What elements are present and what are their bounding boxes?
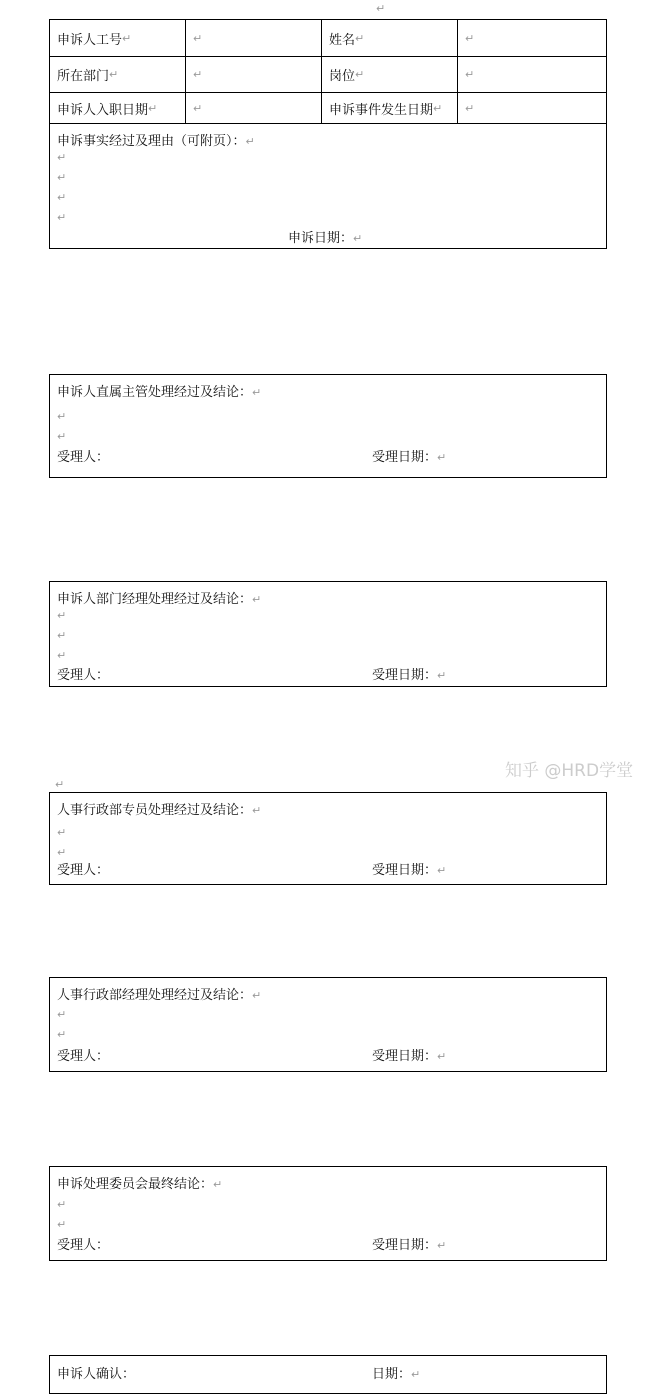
- hr-specialist-title: 人事行政部专员处理经过及结论：: [57, 803, 253, 818]
- paragraph-mark: ↵: [193, 31, 203, 45]
- info-row-dates: [49, 92, 607, 124]
- paragraph-mark: ↵: [355, 68, 365, 81]
- paragraph-mark: ↵: [57, 1008, 67, 1021]
- paragraph-mark: ↵: [57, 410, 67, 423]
- receiver-label: 受理人：: [57, 450, 110, 465]
- committee-section[interactable]: [49, 1166, 607, 1261]
- employee-id-label: 申诉人工号: [57, 32, 123, 48]
- confirm-date-label: 日期：: [372, 1367, 412, 1382]
- label-cell: [50, 57, 186, 92]
- paragraph-mark: ↵: [437, 1050, 447, 1063]
- info-row-department: [49, 56, 607, 93]
- dept-manager-title: 申诉人部门经理处理经过及结论：: [57, 592, 253, 607]
- paragraph-mark: ↵: [57, 1218, 67, 1231]
- facts-title: 申诉事实经过及理由（可附页）：: [57, 134, 246, 149]
- paragraph-mark: ↵: [57, 191, 67, 204]
- paragraph-mark: ↵: [465, 31, 475, 45]
- receive-date-label: 受理日期：: [372, 863, 438, 878]
- receive-date-label: 受理日期：: [372, 1049, 438, 1064]
- hire-date-value-cell[interactable]: [186, 93, 322, 123]
- hire-date-label: 申诉人入职日期: [57, 102, 149, 118]
- paragraph-mark: ↵: [465, 101, 475, 115]
- paragraph-mark: ↵: [376, 2, 386, 15]
- paragraph-mark: ↵: [252, 989, 262, 1002]
- label-cell: [322, 93, 458, 123]
- hr-manager-section[interactable]: [49, 977, 607, 1072]
- paragraph-mark: ↵: [353, 232, 363, 245]
- department-label: 所在部门: [57, 69, 110, 84]
- receiver-label: 受理人：: [57, 668, 110, 683]
- paragraph-mark: ↵: [437, 864, 447, 877]
- paragraph-mark: ↵: [57, 1198, 67, 1211]
- committee-title: 申诉处理委员会最终结论：: [57, 1177, 214, 1192]
- label-cell: [322, 57, 458, 92]
- position-value-cell[interactable]: [458, 57, 606, 92]
- supervisor-title: 申诉人直属主管处理经过及结论：: [57, 385, 253, 400]
- paragraph-mark: ↵: [437, 1239, 447, 1252]
- facts-section[interactable]: [49, 123, 607, 249]
- supervisor-section[interactable]: [49, 374, 607, 478]
- paragraph-mark: ↵: [193, 101, 203, 115]
- paragraph-mark: ↵: [57, 826, 67, 839]
- paragraph-mark: ↵: [57, 171, 67, 184]
- receiver-label: 受理人：: [57, 863, 110, 878]
- incident-date-label: 申诉事件发生日期: [329, 102, 434, 118]
- paragraph-mark: ↵: [355, 31, 365, 45]
- label-cell: [50, 93, 186, 123]
- receive-date-label: 受理日期：: [372, 1238, 438, 1253]
- paragraph-mark: ↵: [437, 451, 447, 464]
- paragraph-mark: ↵: [252, 386, 262, 399]
- paragraph-mark: ↵: [57, 609, 67, 622]
- hr-specialist-section[interactable]: [49, 792, 607, 885]
- dept-manager-section[interactable]: [49, 581, 607, 687]
- paragraph-mark: ↵: [57, 846, 67, 859]
- paragraph-mark: ↵: [148, 101, 158, 115]
- paragraph-mark: ↵: [437, 669, 447, 682]
- paragraph-mark: ↵: [57, 649, 67, 662]
- name-value-cell[interactable]: [458, 20, 606, 56]
- receiver-label: 受理人：: [57, 1238, 110, 1253]
- paragraph-mark: ↵: [193, 68, 203, 81]
- receiver-label: 受理人：: [57, 1049, 110, 1064]
- position-label: 岗位: [329, 69, 356, 84]
- receive-date-label: 受理日期：: [372, 668, 438, 683]
- label-cell: [322, 20, 458, 56]
- paragraph-mark: ↵: [213, 1178, 223, 1191]
- watermark: 知乎 @HRD学堂: [505, 761, 634, 781]
- hr-manager-title: 人事行政部经理处理经过及结论：: [57, 988, 253, 1003]
- paragraph-mark: ↵: [57, 430, 67, 443]
- department-value-cell[interactable]: [186, 57, 322, 92]
- paragraph-mark: ↵: [57, 1028, 67, 1041]
- paragraph-mark: ↵: [55, 778, 65, 791]
- label-cell: [50, 20, 186, 56]
- paragraph-mark: ↵: [252, 804, 262, 817]
- confirm-section[interactable]: [49, 1355, 607, 1394]
- paragraph-mark: ↵: [465, 68, 475, 81]
- appeal-date-label: 申诉日期：: [288, 231, 354, 246]
- paragraph-mark: ↵: [411, 1368, 421, 1381]
- confirm-label: 申诉人确认：: [57, 1367, 136, 1382]
- receive-date-label: 受理日期：: [372, 450, 438, 465]
- paragraph-mark: ↵: [57, 211, 67, 224]
- paragraph-mark: ↵: [57, 629, 67, 642]
- name-label: 姓名: [329, 32, 356, 48]
- paragraph-mark: ↵: [122, 31, 132, 45]
- info-row-employee-id: [49, 19, 607, 57]
- paragraph-mark: ↵: [109, 68, 119, 81]
- paragraph-mark: ↵: [245, 135, 255, 148]
- paragraph-mark: ↵: [433, 101, 443, 115]
- incident-date-value-cell[interactable]: [458, 93, 606, 123]
- paragraph-mark: ↵: [57, 151, 67, 164]
- paragraph-mark: ↵: [252, 593, 262, 606]
- employee-id-value-cell[interactable]: [186, 20, 322, 56]
